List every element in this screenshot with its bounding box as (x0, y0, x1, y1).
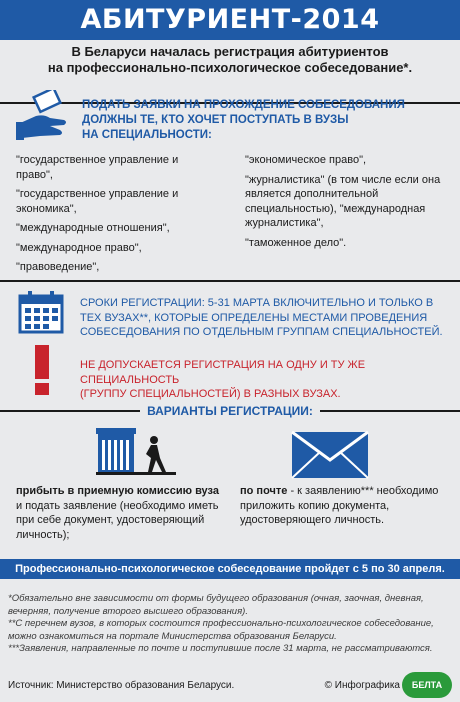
page-title: АБИТУРИЕНТ-2014 (0, 0, 460, 40)
list-item: "правоведение", (16, 261, 100, 273)
source-text: Источник: Министерство образования Беларуси. (8, 680, 235, 691)
interview-dates-banner: Профессионально-психологическое собеседование пройдет с 5 по 30 апреля. (0, 559, 460, 579)
footnotes (8, 593, 454, 656)
list-item: "государственное управление и право", (16, 154, 179, 181)
warning-line-2: (ГРУППУ СПЕЦИАЛЬНОСТЕЙ) В РАЗНЫХ ВУЗАХ. (80, 388, 341, 400)
apply-line-2: ДОЛЖНЫ ТЕ, КТО ХОЧЕТ ПОСТУПАТЬ В ВУЗЫ (82, 114, 349, 126)
warning-text (80, 358, 452, 402)
option-mail-bold: по почте (240, 485, 288, 497)
university-building-icon (96, 428, 176, 478)
specialties-list-left (16, 153, 216, 280)
apply-text (82, 98, 452, 143)
list-item: "журналистика" (в том числе если она является дополнительной специальностью), "международная журналистика", (245, 173, 441, 229)
list-item: "государственное управление и экономика", (16, 188, 179, 215)
list-item: "международные отношения", (16, 222, 170, 234)
deadline-line-3: СОБЕСЕДОВАНИЯ ПО ОТДЕЛЬНЫМ ГРУППАМ СПЕЦИАЛЬНОСТЕЙ. (80, 326, 443, 338)
variants-title: ВАРИАНТЫ РЕГИСТРАЦИИ: (147, 404, 313, 418)
belta-logo: БЕЛТА (402, 672, 452, 698)
deadline-line-1: СРОКИ РЕГИСТРАЦИИ: 5-31 МАРТА ВКЛЮЧИТЕЛЬНО И ТОЛЬКО В (80, 297, 434, 309)
calendar-icon (18, 290, 64, 334)
exclamation-icon (32, 345, 52, 395)
option-visit-bold: прибыть в приемную комиссию вуза (16, 485, 219, 497)
intro-line-2: на профессионально-психологическое собеседование*. (47, 60, 413, 75)
footnote-2: **С перечнем вузов, в которых состоится профессионально-психологическое собеседование, можно ознакомиться на портале Министерства образования Беларуси. (8, 618, 434, 642)
option-visit-rest: и подать заявление (необходимо иметь при себе документ, удостоверяющий личность); (16, 499, 219, 541)
credit-text: © Инфографика (324, 680, 400, 691)
deadline-line-2: ТЕХ ВУЗАХ**, КОТОРЫЕ ОПРЕДЕЛЕНЫ МЕСТАМИ ПРОВЕДЕНИЯ (80, 311, 428, 324)
intro-text (30, 44, 430, 76)
option-mail-text (240, 484, 454, 528)
list-item: "экономическое право", (245, 154, 367, 166)
warning-line-1: НЕ ДОПУСКАЕТСЯ РЕГИСТРАЦИЯ НА ОДНУ И ТУ ЖЕ СПЕЦИАЛЬНОСТЬ (80, 359, 366, 386)
option-visit-text (16, 484, 226, 542)
list-item: "международное право", (16, 241, 142, 254)
footnote-1: *Обязательно вне зависимости от формы будущего образования (очная, заочная, дневная, вечерняя, получение второго высшего образования). (8, 593, 424, 617)
list-item: "таможенное дело". (245, 236, 347, 249)
intro-line-1: В Беларуси началась регистрация абитуриентов (71, 44, 389, 59)
specialties-list-right (245, 153, 450, 255)
hand-document-icon (14, 90, 74, 145)
section-divider (0, 280, 460, 282)
envelope-icon (290, 430, 370, 480)
deadline-text (80, 296, 452, 340)
apply-line-1: ПОДАТЬ ЗАЯВКИ НА ПРОХОЖДЕНИЕ СОБЕСЕДОВАНИЯ (82, 99, 405, 111)
footnote-3: ***Заявления, направленные по почте и поступившие после 31 марта, не рассматриваются. (8, 643, 433, 654)
option-mail-rest: - к заявлению*** необходимо приложить копию документа, удостоверяющего личность. (240, 485, 439, 526)
apply-line-3: НА СПЕЦИАЛЬНОСТИ: (82, 129, 212, 141)
